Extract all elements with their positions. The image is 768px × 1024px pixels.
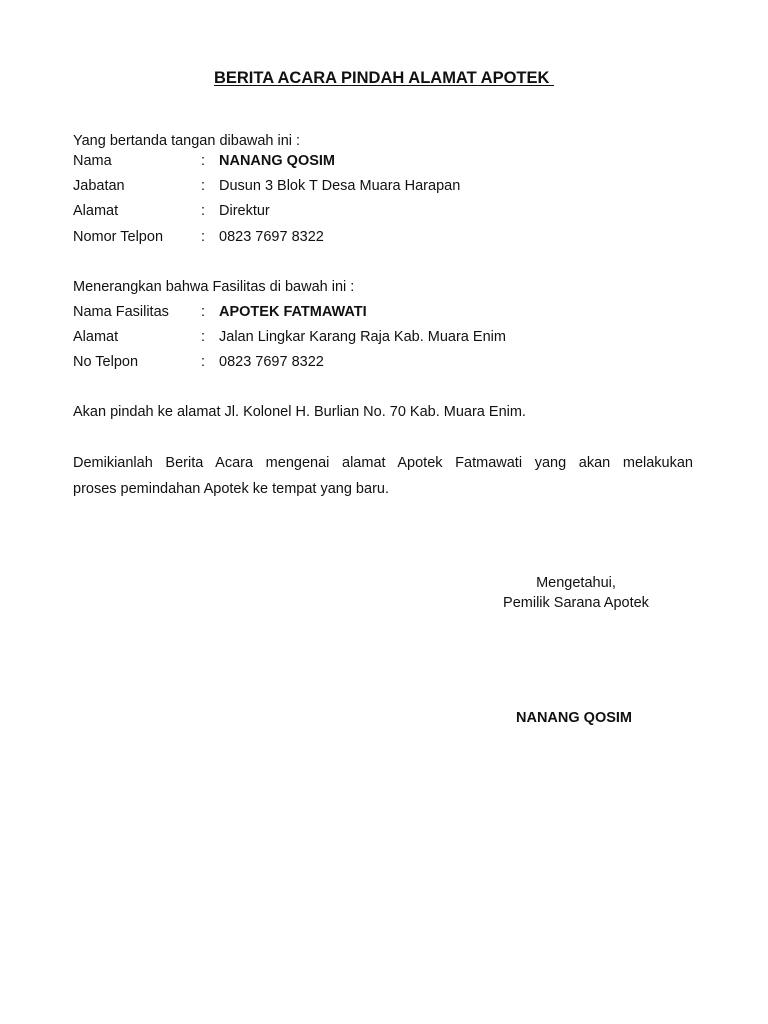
colon: : [201,329,206,345]
colon: : [201,153,206,169]
signer-row-position [73,177,713,195]
facility-name-value: APOTEK FATMAWATI [219,304,367,320]
signer-address-value: Direktur [219,203,270,219]
closing-paragraph [73,450,693,502]
signer-position-label: Jabatan [73,178,125,194]
signer-address-label: Alamat [73,203,119,219]
facility-address-label: Alamat [73,329,119,345]
colon: : [201,229,206,245]
signer-phone-label: Nomor Telpon [73,229,164,245]
signer-position-value: Dusun 3 Blok T Desa Muara Harapan [219,178,461,194]
move-statement: Akan pindah ke alamat Jl. Kolonel H. Burlian No. 70 Kab. Muara Enim. [73,404,526,420]
facility-row-address [73,328,713,346]
signer-row-name [73,152,713,170]
colon: : [201,203,206,219]
signer-row-address [73,202,713,220]
signature-role: Pemilik Sarana Apotek [503,595,649,611]
signer-phone-value: 0823 7697 8322 [219,229,324,245]
colon: : [201,304,206,320]
signer-name-value: NANANG QOSIM [219,153,335,169]
colon: : [201,178,206,194]
facility-name-label: Nama Fasilitas [73,304,169,320]
facility-intro-text: Menerangkan bahwa Fasilitas di bawah ini : [73,279,355,295]
signer-name-label: Nama [73,153,112,169]
closing-line-2: proses pemindahan Apotek ke tempat yang baru. [73,481,389,497]
signature-acknowledge: Mengetahui, [536,575,616,591]
signer-row-phone [73,228,713,246]
facility-address-value: Jalan Lingkar Karang Raja Kab. Muara Enim [219,329,506,345]
document-title: BERITA ACARA PINDAH ALAMAT APOTEK [213,69,555,87]
facility-row-phone [73,353,713,371]
signature-name: NANANG QOSIM [516,710,632,726]
closing-line-1: Demikianlah Berita Acara mengenai alamat Apotek Fatmawati yang akan melakukan [73,455,693,471]
intro-text: Yang bertanda tangan dibawah ini : [73,133,301,149]
facility-phone-value: 0823 7697 8322 [219,354,324,370]
facility-row-name [73,303,713,321]
facility-phone-label: No Telpon [73,354,139,370]
colon: : [201,354,206,370]
